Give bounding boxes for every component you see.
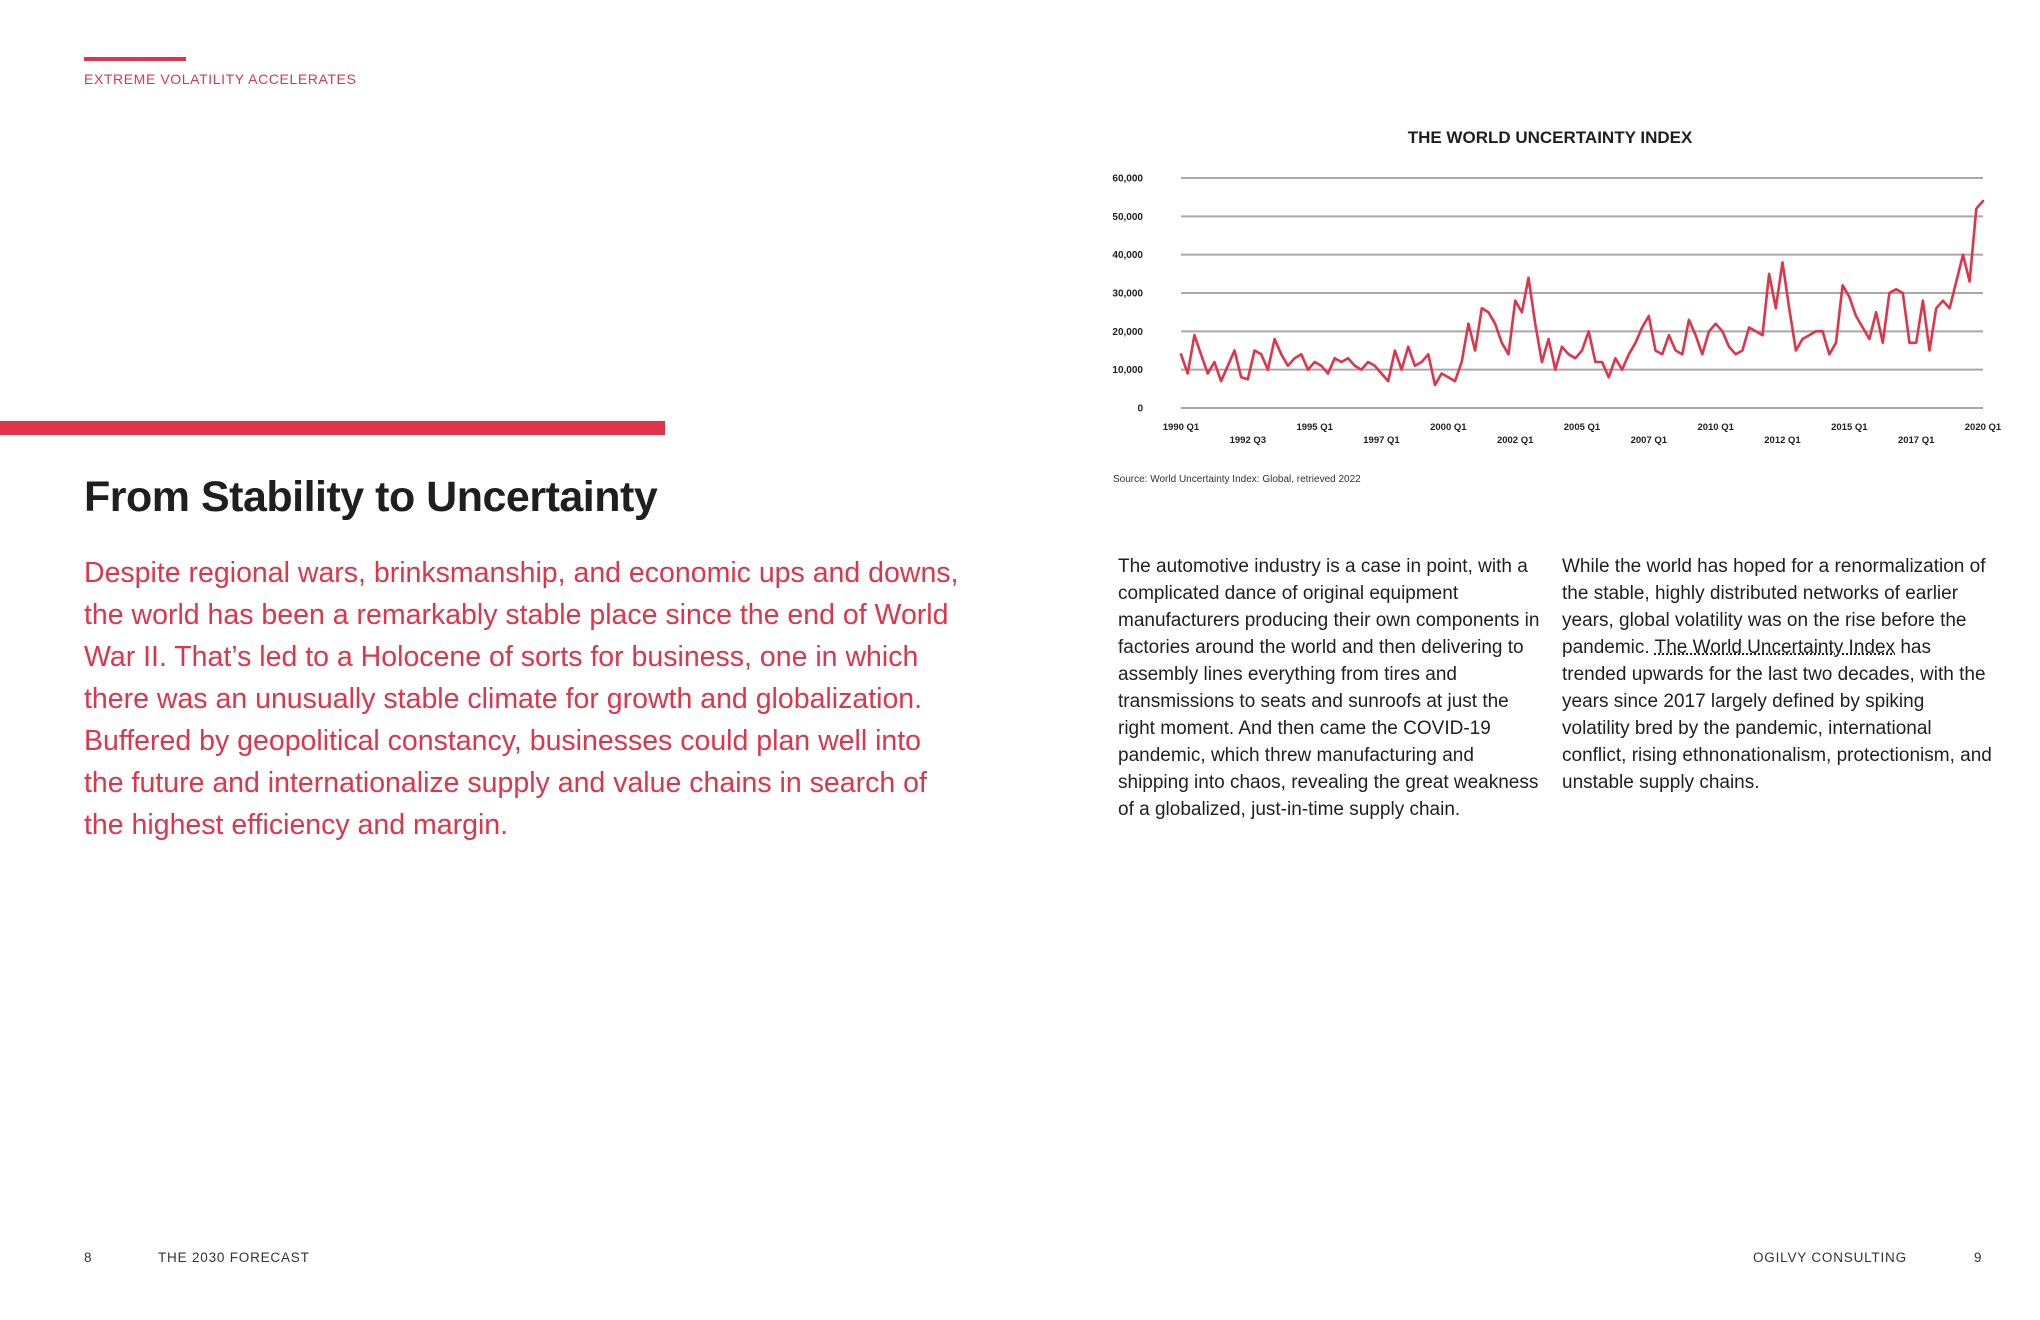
x-tick-label: 1995 Q1 bbox=[1296, 422, 1333, 433]
x-tick-label: 2012 Q1 bbox=[1764, 435, 1801, 446]
x-tick-label: 2005 Q1 bbox=[1563, 422, 1601, 433]
y-tick-label: 20,000 bbox=[1112, 326, 1143, 338]
uncertainty-index-chart bbox=[1105, 120, 2005, 500]
y-tick-label: 60,000 bbox=[1112, 173, 1143, 185]
y-tick-label: 0 bbox=[1137, 403, 1143, 415]
x-tick-label: 2002 Q1 bbox=[1496, 435, 1534, 446]
x-tick-label: 2017 Q1 bbox=[1897, 435, 1935, 446]
x-tick-label: 2020 Q1 bbox=[1964, 422, 2002, 433]
firm-name: OGILVY CONSULTING bbox=[1753, 1250, 1907, 1265]
chart-gridlines bbox=[1181, 178, 1983, 408]
y-tick-label: 40,000 bbox=[1112, 250, 1143, 262]
page-number-left: 8 bbox=[84, 1250, 93, 1265]
x-tick-label: 2015 Q1 bbox=[1831, 422, 1868, 433]
y-tick-label: 50,000 bbox=[1112, 211, 1143, 223]
x-tick-label: 1992 Q3 bbox=[1229, 435, 1267, 446]
x-tick-label: 1990 Q1 bbox=[1162, 422, 1200, 433]
body-column-2-text-after: has trended upwards for the last two decades, with the years since 2017 largely defined by spiking volatility bred by the pandemic, international conflict, rising ethnonationalism, protectionism, and unstable supply chains. bbox=[1562, 637, 1992, 793]
chart-source-note: Source: World Uncertainty Index: Global, retrieved 2022 bbox=[1113, 474, 1361, 485]
x-tick-label: 2010 Q1 bbox=[1697, 422, 1734, 433]
world-uncertainty-index-link[interactable]: The World Uncertainty Index bbox=[1654, 637, 1896, 658]
x-tick-label: 2000 Q1 bbox=[1430, 422, 1467, 433]
title-accent-bar bbox=[0, 421, 665, 435]
section-accent-rule bbox=[84, 57, 186, 61]
x-tick-label: 2007 Q1 bbox=[1630, 435, 1668, 446]
y-tick-label: 10,000 bbox=[1112, 365, 1143, 377]
body-column-2 bbox=[1562, 553, 1992, 796]
body-column-2-text-before: While the world has hoped for a renormalization of the stable, highly distributed networks of earlier years, global volatility was on the rise before the pandemic. bbox=[1562, 556, 1986, 658]
intro-paragraph: Despite regional wars, brinksmanship, and economic ups and downs, the world has been a remarkably stable place since the end of World War II. That’s led to a Holocene of sorts for business, one in which there was an unusually stable climate for growth and globalization. Buffered by geopolitical constancy, businesses could plan well into the future and internationalize supply and value chains in search of the highest efficiency and margin. bbox=[84, 557, 959, 841]
y-tick-label: 30,000 bbox=[1112, 288, 1143, 300]
chart-title: THE WORLD UNCERTAINTY INDEX bbox=[1407, 128, 1693, 147]
page-title: From Stability to Uncertainty bbox=[84, 473, 658, 521]
body-column-1: The automotive industry is a case in point, with a complicated dance of original equipment manufacturers producing their own components in factories around the world and then delivering to assembly lines everything from tires and transmissions to seats and sunroofs at just the right moment. And then came the COVID-19 pandemic, which threw manufacturing and shipping into chaos, revealing the great weakness of a globalized, just-in-time supply chain. bbox=[1118, 556, 1540, 820]
chart-y-axis bbox=[1112, 174, 1143, 415]
publication-name: THE 2030 FORECAST bbox=[158, 1250, 310, 1265]
section-label: EXTREME VOLATILITY ACCELERATES bbox=[84, 71, 357, 87]
x-tick-label: 1997 Q1 bbox=[1363, 435, 1400, 446]
page-number-right: 9 bbox=[1974, 1250, 1983, 1265]
chart-x-axis bbox=[1163, 422, 2002, 446]
